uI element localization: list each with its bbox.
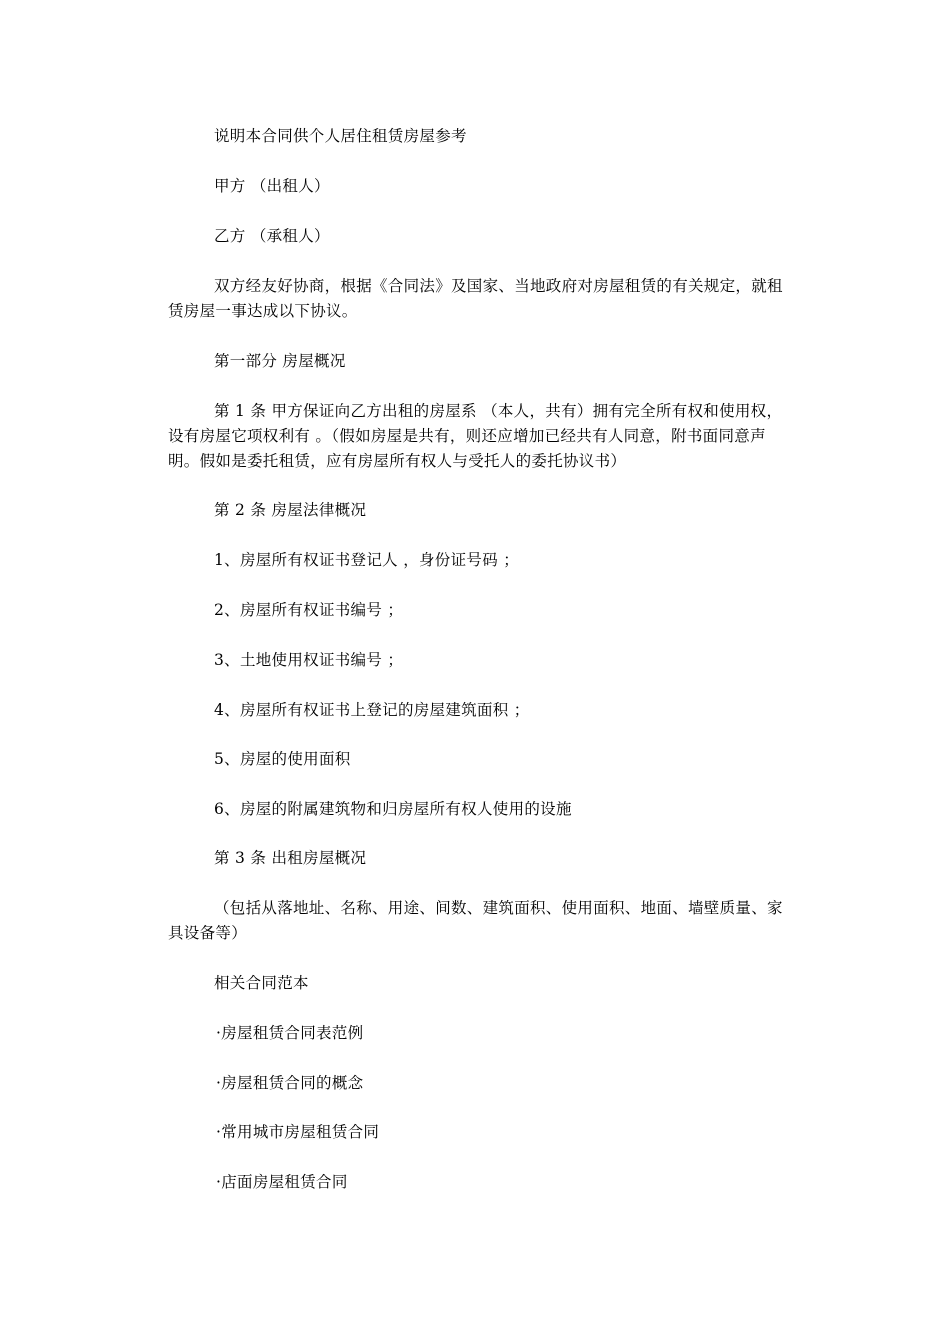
list-item: 6、房屋的附属建筑物和归房屋所有权人使用的设施 (214, 800, 572, 818)
related-template-link: ·房屋租赁合同的概念 (216, 1074, 364, 1092)
related-template-link: ·店面房屋租赁合同 (216, 1173, 348, 1191)
list-item: 4、房屋所有权证书上登记的房屋建筑面积 ； (214, 701, 530, 719)
related-templates-title: 相关合同范本 (214, 974, 309, 992)
related-template-link: ·房屋租赁合同表范例 (216, 1024, 364, 1042)
article-3-heading: 第 3 条 出租房屋概况 (214, 849, 367, 867)
party-b-line: 乙方 （承租人） (214, 227, 330, 245)
article-2-heading: 第 2 条 房屋法律概况 (214, 501, 367, 519)
list-item: 1、房屋所有权证书登记人 ，身份证号码 ； (214, 551, 520, 569)
part-1-heading: 第一部分 房屋概况 (214, 352, 346, 370)
article-3-description: （包括从落地址、名称、用途、间数、建筑面积、使用面积、地面、墙壁质量、家具设备等） (168, 899, 783, 942)
note-paragraph: 说明本合同供个人居住租赁房屋参考 (214, 127, 467, 145)
preamble-paragraph: 双方经友好协商，根据《合同法》及国家、当地政府对房屋租赁的有关规定，就租赁房屋一事达成以下协议。 (168, 277, 783, 320)
related-template-link: ·常用城市房屋租赁合同 (216, 1123, 380, 1141)
article-1-paragraph: 第 1 条 甲方保证向乙方出租的房屋系 （本人，共有）拥有完全所有权和使用权，设有房屋它项权利有 。（假如房屋是共有，则还应增加已经共有人同意，附书面同意声明。假如是委托租赁，应有房屋所有权人与受托人的委托协议书） (168, 402, 783, 470)
list-item: 3、土地使用权证书编号 ； (214, 651, 404, 669)
list-item: 5、房屋的使用面积 (214, 750, 351, 768)
party-a-line: 甲方 （出租人） (214, 177, 330, 195)
list-item: 2、房屋所有权证书编号 ； (214, 601, 404, 619)
